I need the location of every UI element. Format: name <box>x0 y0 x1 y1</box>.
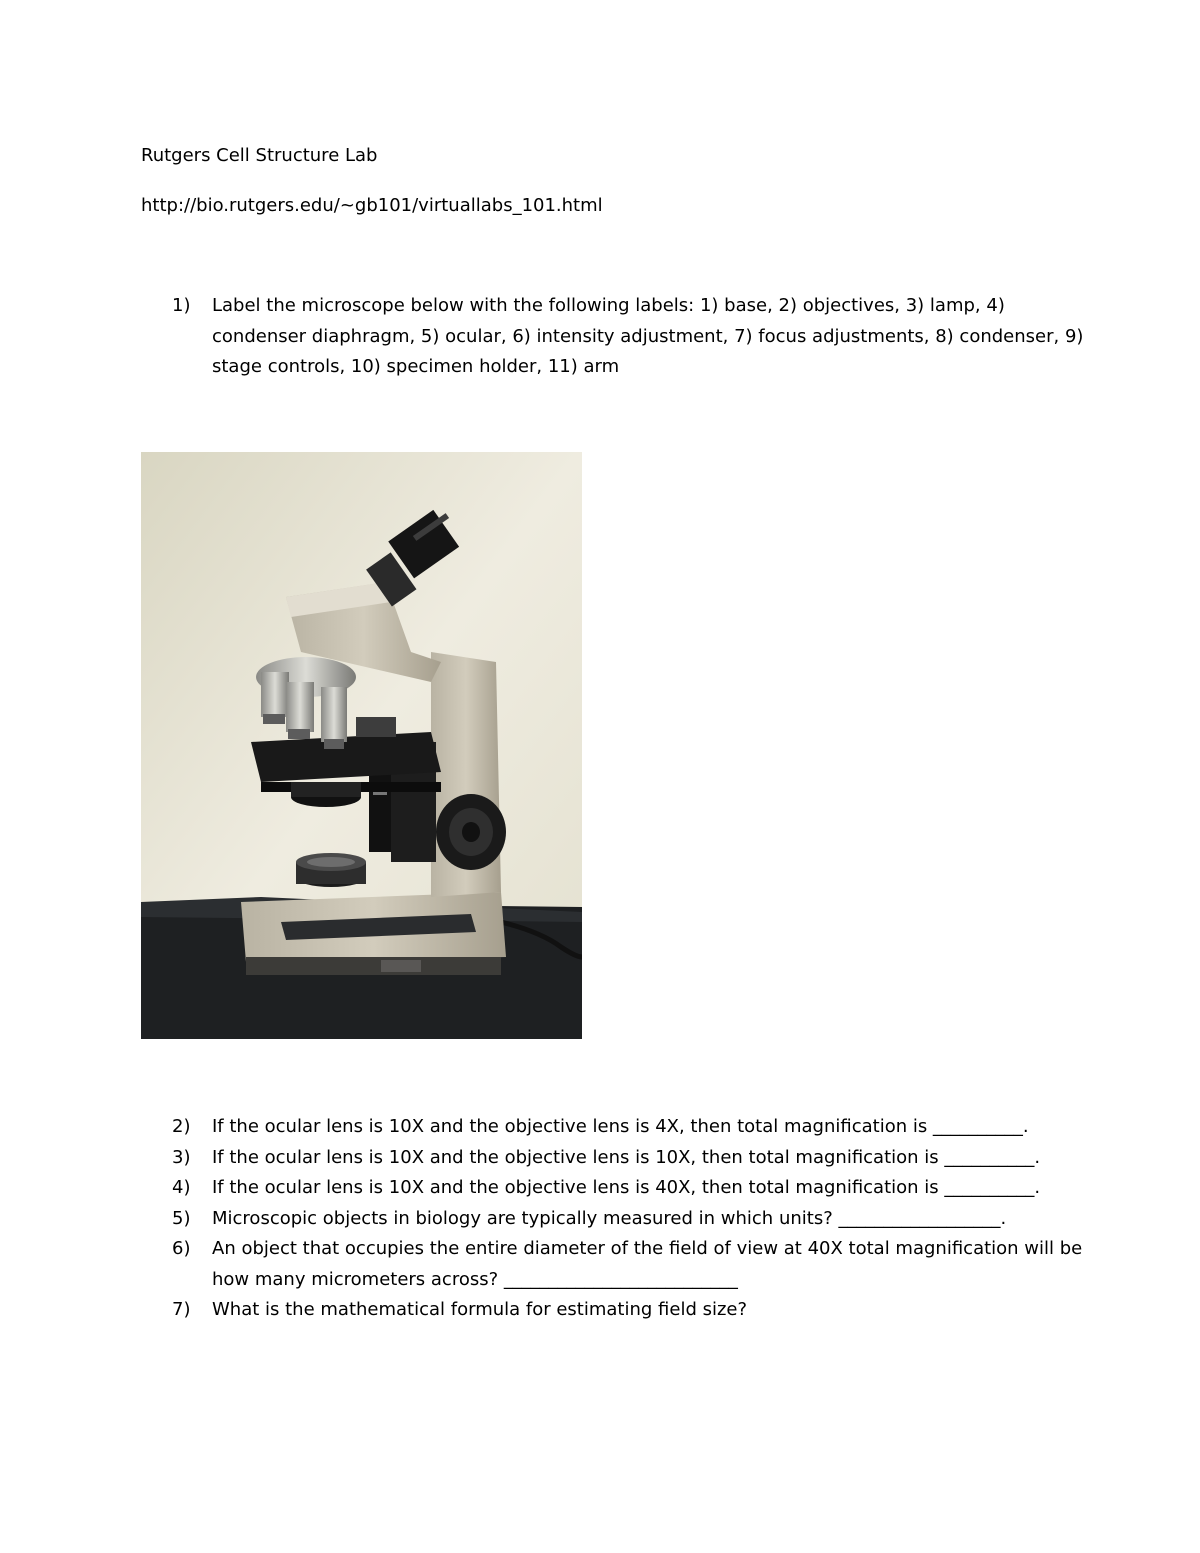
question-6 <box>172 1234 1092 1295</box>
question-number: 2) <box>172 1116 191 1137</box>
question-number: 1) <box>172 295 191 316</box>
question-5 <box>172 1204 1092 1235</box>
question-number: 7) <box>172 1299 191 1320</box>
question-number: 6) <box>172 1238 191 1259</box>
question-text: If the ocular lens is 10X and the objective lens is 40X, then total magnification is __________. <box>212 1177 1041 1198</box>
question-2 <box>172 1112 1092 1143</box>
question-text: Label the microscope below with the following labels: 1) base, 2) objectives, 3) lamp, 4) condenser diaphragm, 5) ocular, 6) intensity adjustment, 7) focus adjustments, 8) condenser, 9) stage controls, 10) specimen holder, 11) arm <box>212 295 1084 377</box>
microscope-photo <box>141 452 582 1039</box>
question-text: If the ocular lens is 10X and the objective lens is 10X, then total magnification is __________. <box>212 1147 1041 1168</box>
question-1 <box>172 291 1092 383</box>
question-number: 3) <box>172 1147 191 1168</box>
question-text: If the ocular lens is 10X and the objective lens is 4X, then total magnification is __________. <box>212 1116 1029 1137</box>
question-number: 5) <box>172 1208 191 1229</box>
question-text: Microscopic objects in biology are typically measured in which units? __________________. <box>212 1208 1007 1229</box>
document-url: http://bio.rutgers.edu/~gb101/virtuallabs_101.html <box>141 195 603 216</box>
question-7 <box>172 1295 1092 1326</box>
question-number: 4) <box>172 1177 191 1198</box>
question-text: What is the mathematical formula for estimating field size? <box>212 1299 748 1320</box>
document-title: Rutgers Cell Structure Lab <box>141 145 378 166</box>
question-text: An object that occupies the entire diameter of the field of view at 40X total magnification will be how many micrometers across? __________________________ <box>212 1238 1083 1290</box>
question-3 <box>172 1143 1092 1174</box>
question-4 <box>172 1173 1092 1204</box>
